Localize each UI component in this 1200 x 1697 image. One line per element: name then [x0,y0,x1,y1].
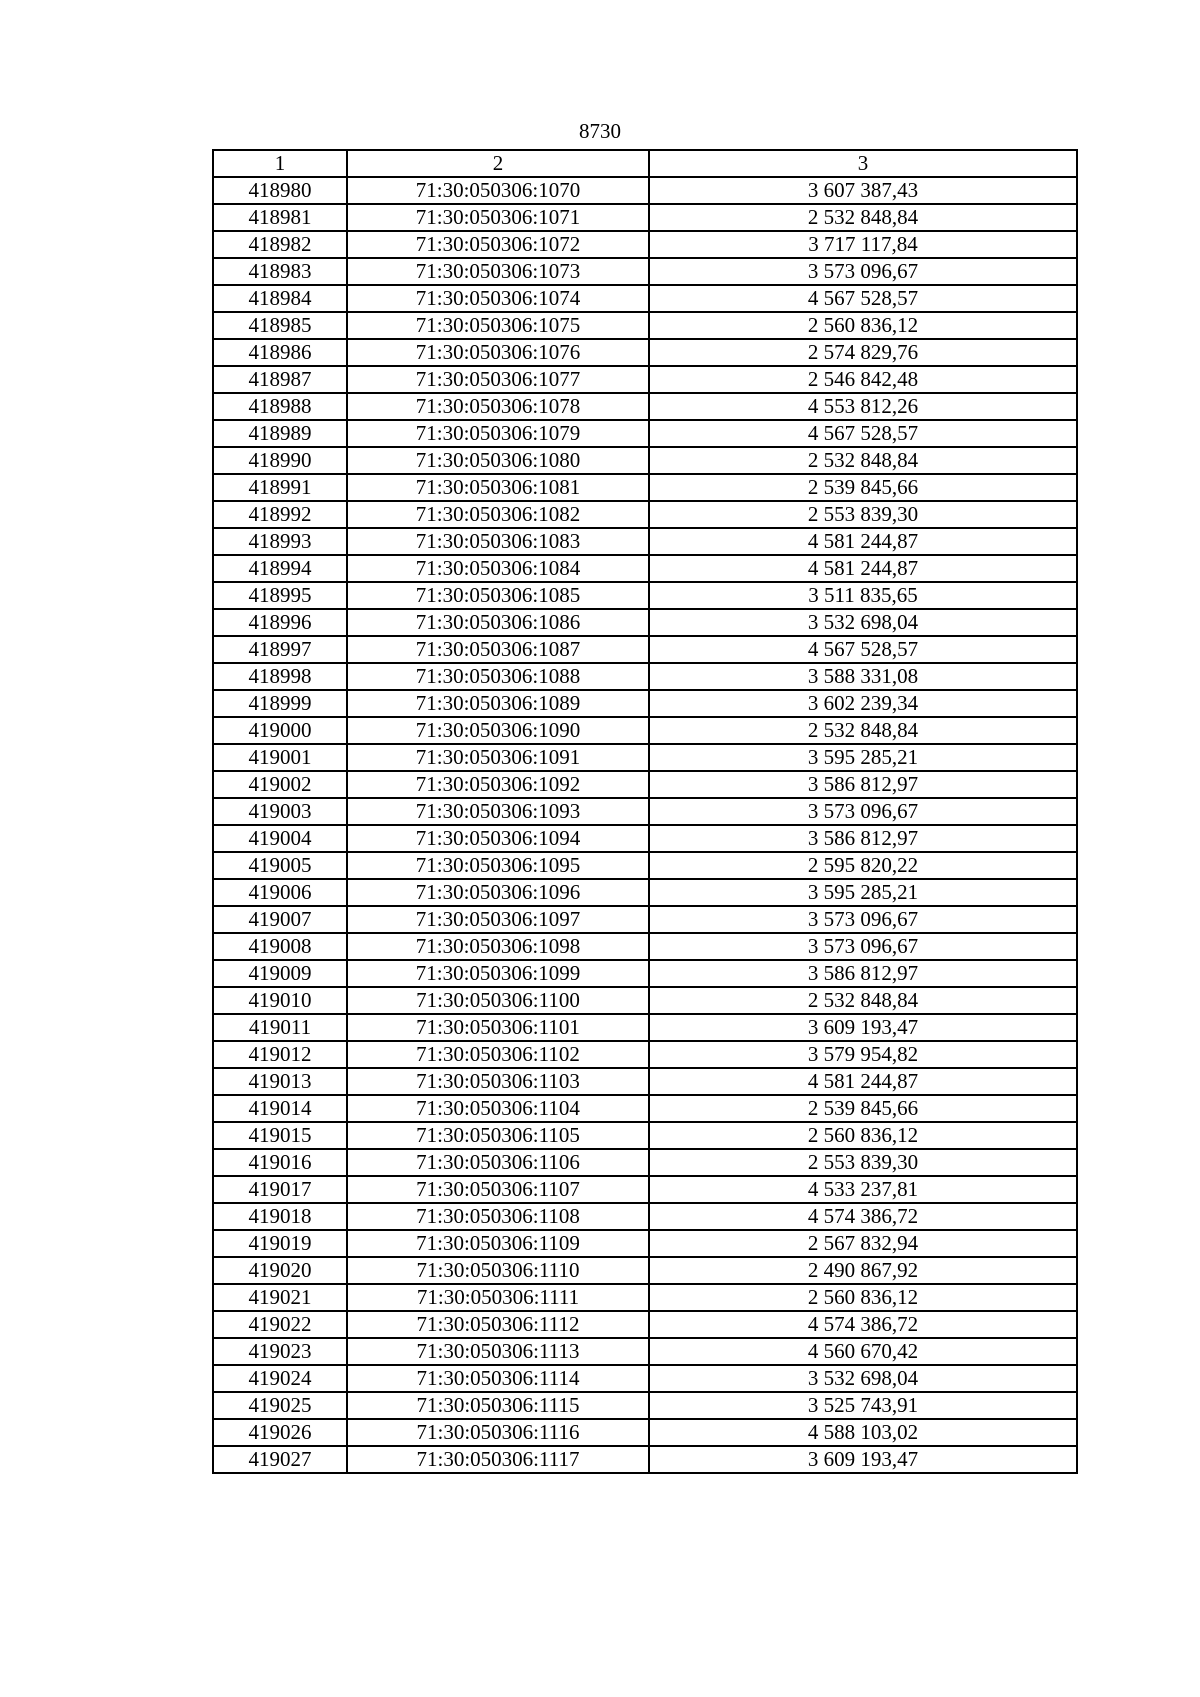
cadastral-number-cell: 71:30:050306:1106 [347,1149,649,1176]
value-cell: 2 532 848,84 [649,204,1077,231]
row-number-cell: 418980 [213,177,347,204]
value-cell: 3 609 193,47 [649,1014,1077,1041]
row-number-cell: 419004 [213,825,347,852]
row-number-cell: 418995 [213,582,347,609]
table-row [213,744,1077,771]
cadastral-number-cell: 71:30:050306:1116 [347,1419,649,1446]
row-number-cell: 418984 [213,285,347,312]
cadastral-number-cell: 71:30:050306:1115 [347,1392,649,1419]
table-row [213,1392,1077,1419]
cadastral-table [212,149,1078,1474]
cadastral-number-cell: 71:30:050306:1084 [347,555,649,582]
table-row [213,798,1077,825]
value-cell: 3 525 743,91 [649,1392,1077,1419]
table-row [213,420,1077,447]
row-number-cell: 419012 [213,1041,347,1068]
value-cell: 4 581 244,87 [649,1068,1077,1095]
cadastral-number-cell: 71:30:050306:1105 [347,1122,649,1149]
value-cell: 4 553 812,26 [649,393,1077,420]
cadastral-number-cell: 71:30:050306:1079 [347,420,649,447]
value-cell: 4 581 244,87 [649,528,1077,555]
row-number-cell: 419015 [213,1122,347,1149]
row-number-cell: 418992 [213,501,347,528]
table-row [213,177,1077,204]
row-number-cell: 419000 [213,717,347,744]
table-row [213,312,1077,339]
cadastral-number-cell: 71:30:050306:1117 [347,1446,649,1473]
table-row [213,204,1077,231]
row-number-cell: 418988 [213,393,347,420]
row-number-cell: 418987 [213,366,347,393]
value-cell: 2 546 842,48 [649,366,1077,393]
cadastral-number-cell: 71:30:050306:1077 [347,366,649,393]
value-cell: 2 539 845,66 [649,1095,1077,1122]
table-body [213,150,1077,1473]
table-row [213,1230,1077,1257]
value-cell: 2 532 848,84 [649,987,1077,1014]
table-row [213,852,1077,879]
table-row [213,258,1077,285]
table-row [213,1365,1077,1392]
value-cell: 3 532 698,04 [649,1365,1077,1392]
value-cell: 3 717 117,84 [649,231,1077,258]
value-cell: 4 574 386,72 [649,1203,1077,1230]
page-number: 8730 [579,119,621,143]
cadastral-number-cell: 71:30:050306:1074 [347,285,649,312]
cadastral-number-cell: 71:30:050306:1083 [347,528,649,555]
row-number-cell: 419022 [213,1311,347,1338]
row-number-cell: 419005 [213,852,347,879]
cadastral-number-cell: 71:30:050306:1103 [347,1068,649,1095]
table-row [213,1041,1077,1068]
cadastral-number-cell: 71:30:050306:1109 [347,1230,649,1257]
table-row [213,1203,1077,1230]
value-cell: 3 609 193,47 [649,1446,1077,1473]
row-number-cell: 419023 [213,1338,347,1365]
value-cell: 3 595 285,21 [649,744,1077,771]
value-cell: 3 532 698,04 [649,609,1077,636]
row-number-cell: 419006 [213,879,347,906]
row-number-cell: 419019 [213,1230,347,1257]
table-row [213,474,1077,501]
cadastral-number-cell: 71:30:050306:1071 [347,204,649,231]
table-row [213,987,1077,1014]
value-cell: 3 573 096,67 [649,258,1077,285]
row-number-cell: 418991 [213,474,347,501]
row-number-cell: 419002 [213,771,347,798]
table-row [213,1149,1077,1176]
table-row [213,825,1077,852]
column-header-2: 2 [347,150,649,177]
table-row [213,555,1077,582]
table-row [213,717,1077,744]
cadastral-number-cell: 71:30:050306:1112 [347,1311,649,1338]
value-cell: 2 539 845,66 [649,474,1077,501]
value-cell: 3 511 835,65 [649,582,1077,609]
value-cell: 2 560 836,12 [649,1284,1077,1311]
table-row [213,1176,1077,1203]
value-cell: 2 532 848,84 [649,447,1077,474]
cadastral-number-cell: 71:30:050306:1086 [347,609,649,636]
cadastral-number-cell: 71:30:050306:1080 [347,447,649,474]
cadastral-number-cell: 71:30:050306:1075 [347,312,649,339]
row-number-cell: 419024 [213,1365,347,1392]
row-number-cell: 419013 [213,1068,347,1095]
cadastral-number-cell: 71:30:050306:1094 [347,825,649,852]
row-number-cell: 418996 [213,609,347,636]
value-cell: 4 567 528,57 [649,636,1077,663]
value-cell: 4 574 386,72 [649,1311,1077,1338]
value-cell: 3 586 812,97 [649,825,1077,852]
cadastral-number-cell: 71:30:050306:1088 [347,663,649,690]
table-row [213,393,1077,420]
row-number-cell: 419014 [213,1095,347,1122]
cadastral-number-cell: 71:30:050306:1114 [347,1365,649,1392]
value-cell: 2 567 832,94 [649,1230,1077,1257]
table-row [213,501,1077,528]
row-number-cell: 419020 [213,1257,347,1284]
row-number-cell: 419017 [213,1176,347,1203]
row-number-cell: 418994 [213,555,347,582]
table-row [213,447,1077,474]
row-number-cell: 418993 [213,528,347,555]
cadastral-number-cell: 71:30:050306:1073 [347,258,649,285]
table-row [213,528,1077,555]
row-number-cell: 419010 [213,987,347,1014]
cadastral-number-cell: 71:30:050306:1090 [347,717,649,744]
cadastral-number-cell: 71:30:050306:1110 [347,1257,649,1284]
table-row [213,960,1077,987]
table-row [213,1122,1077,1149]
cadastral-number-cell: 71:30:050306:1093 [347,798,649,825]
table-header-row [213,150,1077,177]
value-cell: 4 533 237,81 [649,1176,1077,1203]
cadastral-number-cell: 71:30:050306:1085 [347,582,649,609]
cadastral-number-cell: 71:30:050306:1101 [347,1014,649,1041]
column-header-3: 3 [649,150,1077,177]
table-row [213,636,1077,663]
table-row [213,1284,1077,1311]
row-number-cell: 419018 [213,1203,347,1230]
cadastral-number-cell: 71:30:050306:1098 [347,933,649,960]
value-cell: 2 560 836,12 [649,1122,1077,1149]
cadastral-number-cell: 71:30:050306:1072 [347,231,649,258]
row-number-cell: 418981 [213,204,347,231]
table-row [213,690,1077,717]
cadastral-number-cell: 71:30:050306:1100 [347,987,649,1014]
row-number-cell: 418989 [213,420,347,447]
value-cell: 4 588 103,02 [649,1419,1077,1446]
value-cell: 3 573 096,67 [649,906,1077,933]
cadastral-number-cell: 71:30:050306:1087 [347,636,649,663]
table-row [213,1014,1077,1041]
row-number-cell: 419011 [213,1014,347,1041]
row-number-cell: 418997 [213,636,347,663]
row-number-cell: 419021 [213,1284,347,1311]
value-cell: 2 574 829,76 [649,339,1077,366]
value-cell: 2 553 839,30 [649,501,1077,528]
cadastral-number-cell: 71:30:050306:1089 [347,690,649,717]
table-row [213,1446,1077,1473]
cadastral-number-cell: 71:30:050306:1081 [347,474,649,501]
table-row [213,1338,1077,1365]
row-number-cell: 419009 [213,960,347,987]
row-number-cell: 419016 [213,1149,347,1176]
value-cell: 2 595 820,22 [649,852,1077,879]
row-number-cell: 419025 [213,1392,347,1419]
table-row [213,366,1077,393]
cadastral-number-cell: 71:30:050306:1104 [347,1095,649,1122]
cadastral-number-cell: 71:30:050306:1107 [347,1176,649,1203]
table-row [213,1311,1077,1338]
value-cell: 3 586 812,97 [649,771,1077,798]
value-cell: 2 560 836,12 [649,312,1077,339]
cadastral-number-cell: 71:30:050306:1082 [347,501,649,528]
row-number-cell: 418985 [213,312,347,339]
table-row [213,231,1077,258]
value-cell: 2 532 848,84 [649,717,1077,744]
cadastral-number-cell: 71:30:050306:1108 [347,1203,649,1230]
cadastral-number-cell: 71:30:050306:1091 [347,744,649,771]
table-row [213,285,1077,312]
value-cell: 3 607 387,43 [649,177,1077,204]
row-number-cell: 419027 [213,1446,347,1473]
table-row [213,609,1077,636]
column-header-1: 1 [213,150,347,177]
row-number-cell: 419008 [213,933,347,960]
table-row [213,663,1077,690]
value-cell: 2 490 867,92 [649,1257,1077,1284]
value-cell: 4 567 528,57 [649,420,1077,447]
value-cell: 4 567 528,57 [649,285,1077,312]
value-cell: 4 581 244,87 [649,555,1077,582]
cadastral-number-cell: 71:30:050306:1078 [347,393,649,420]
row-number-cell: 419007 [213,906,347,933]
value-cell: 3 588 331,08 [649,663,1077,690]
value-cell: 3 586 812,97 [649,960,1077,987]
row-number-cell: 418983 [213,258,347,285]
row-number-cell: 419003 [213,798,347,825]
value-cell: 3 595 285,21 [649,879,1077,906]
table-row [213,1419,1077,1446]
table-row [213,339,1077,366]
table-row [213,906,1077,933]
row-number-cell: 418990 [213,447,347,474]
cadastral-number-cell: 71:30:050306:1102 [347,1041,649,1068]
cadastral-number-cell: 71:30:050306:1113 [347,1338,649,1365]
table-row [213,933,1077,960]
value-cell: 3 573 096,67 [649,798,1077,825]
cadastral-number-cell: 71:30:050306:1092 [347,771,649,798]
table-row [213,1095,1077,1122]
value-cell: 2 553 839,30 [649,1149,1077,1176]
value-cell: 3 579 954,82 [649,1041,1077,1068]
row-number-cell: 419001 [213,744,347,771]
cadastral-number-cell: 71:30:050306:1076 [347,339,649,366]
row-number-cell: 418999 [213,690,347,717]
cadastral-number-cell: 71:30:050306:1097 [347,906,649,933]
value-cell: 4 560 670,42 [649,1338,1077,1365]
table-row [213,1257,1077,1284]
table-row [213,1068,1077,1095]
cadastral-number-cell: 71:30:050306:1070 [347,177,649,204]
table-row [213,582,1077,609]
cadastral-number-cell: 71:30:050306:1111 [347,1284,649,1311]
row-number-cell: 418986 [213,339,347,366]
row-number-cell: 419026 [213,1419,347,1446]
cadastral-number-cell: 71:30:050306:1096 [347,879,649,906]
table-row [213,771,1077,798]
value-cell: 3 602 239,34 [649,690,1077,717]
cadastral-number-cell: 71:30:050306:1095 [347,852,649,879]
row-number-cell: 418982 [213,231,347,258]
row-number-cell: 418998 [213,663,347,690]
table-row [213,879,1077,906]
cadastral-number-cell: 71:30:050306:1099 [347,960,649,987]
value-cell: 3 573 096,67 [649,933,1077,960]
